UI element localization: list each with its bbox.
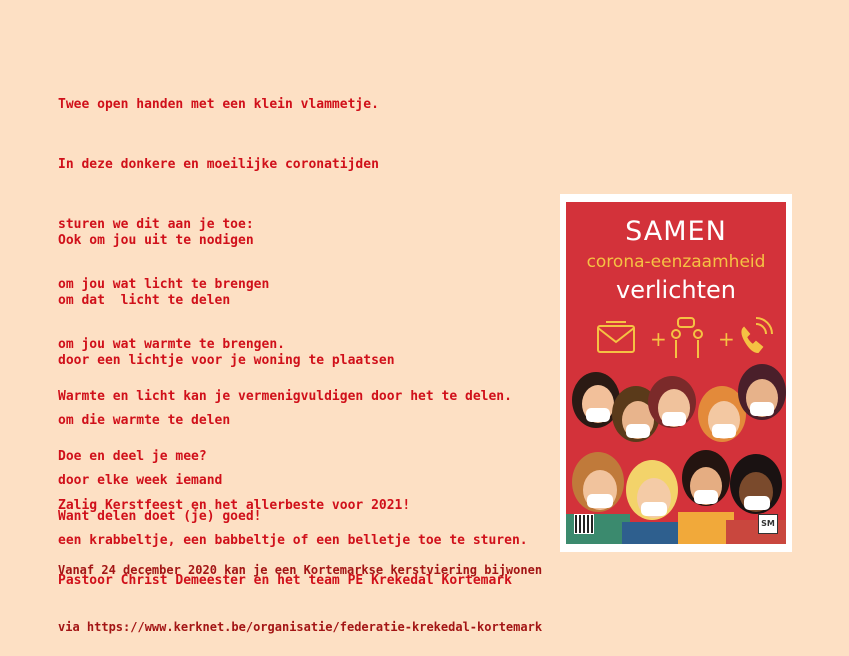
- plus-icon: +: [718, 327, 735, 351]
- text-line: Twee open handen met een klein vlammetje.: [58, 97, 379, 112]
- plus-icon: +: [650, 327, 667, 351]
- person-face: [738, 364, 786, 420]
- text-line: om die warmte te delen: [58, 413, 231, 428]
- signature-line: Pastoor Christ Demeester en het team PE Krekedal Kortemark: [58, 573, 512, 588]
- footer-link[interactable]: via https://www.kerknet.be/organisatie/federatie-krekedal-kortemark: [58, 620, 543, 634]
- text-line: Doe en deel je mee?: [58, 449, 207, 464]
- poster-title-subject: corona-eenzaamheid: [586, 252, 766, 272]
- person-face: [622, 460, 686, 544]
- person-face: [648, 376, 696, 428]
- text-line: Warmte en licht kan je vermenigvuldigen door het te delen.: [58, 389, 512, 404]
- text-line: om dat licht te delen: [58, 293, 231, 308]
- poster-title-samen: SAMEN: [625, 216, 727, 247]
- logo-icon: SM: [758, 514, 778, 534]
- envelope-icon: [598, 322, 634, 352]
- text-line: In deze donkere en moeilijke coronatijden: [58, 157, 379, 172]
- footer-note: [58, 523, 542, 656]
- text-line: Want delen doet (je) goed!: [58, 509, 262, 524]
- text-line: Ook om jou uit te nodigen: [58, 233, 254, 248]
- phone-icon: [742, 318, 772, 352]
- masked-people-illustration: [566, 352, 786, 544]
- text-line: door elke week iemand: [58, 473, 223, 488]
- text-line: om jou wat licht te brengen: [58, 277, 270, 292]
- text-line: sturen we dit aan je toe:: [58, 217, 254, 232]
- poster: [566, 202, 786, 544]
- text-line: door een lichtje voor je woning te plaatsen: [58, 353, 395, 368]
- person-face: [678, 450, 734, 544]
- text-line: om jou wat warmte te brengen.: [58, 337, 285, 352]
- text-line: een krabbeltje, een babbeltje of een belletje toe te sturen.: [58, 533, 528, 548]
- poster-frame: [560, 194, 792, 552]
- poster-title-verlichten: verlichten: [616, 276, 736, 304]
- footer-line: Vanaf 24 december 2020 kan je een Kortemarkse kerstviering bijwonen: [58, 563, 543, 577]
- greeting-line: Zalig Kerstfeest en het allerbeste voor 2021!: [58, 498, 411, 513]
- qr-code-icon: [574, 514, 594, 534]
